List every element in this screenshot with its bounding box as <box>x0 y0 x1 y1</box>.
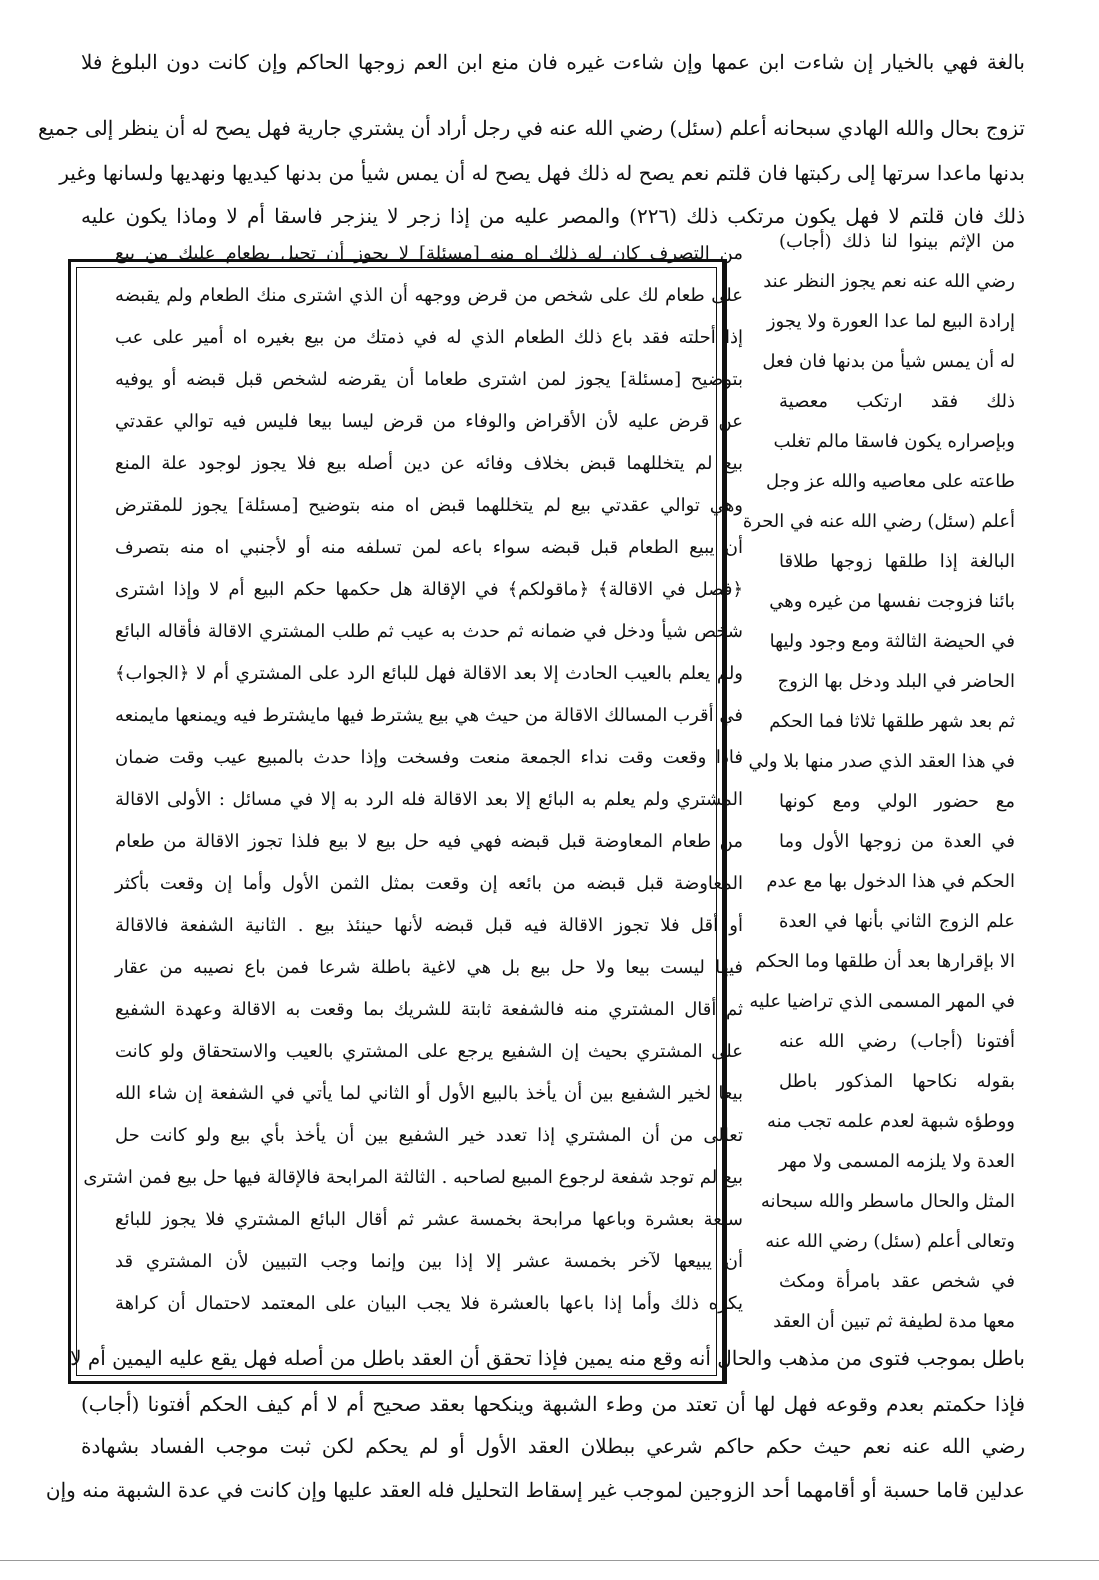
side-line: إرادة البيع لما عدا العورة ولا يجوز <box>766 311 1015 332</box>
top-line: ذلك فان قلتم لا فهل يكون مرتكب ذلك (٢٢٦) والمصر عليه من إذا زجر لا ينزجر فاسقا أم لا وماذا يكون عليه <box>81 204 1026 228</box>
top-line: بدنها ماعدا سرتها إلى ركبتها فان قلتم نعم يصح له ذلك فهل يصح له أن يمس شيأ من بدنها كيديها ونهديها ولسانها وغير <box>59 161 1025 185</box>
main-line: تعالى من أن المشتري إذا تعدد خير الشفيع بين أن يأخذ بأي بيع ولو كانت حل <box>115 1125 743 1146</box>
side-line: بائنا فزوجت نفسها من غيره وهي <box>769 591 1015 612</box>
main-line: على طعام لك على شخص من قرض ووجهه أن الذي اشترى منك الطعام ولم يقبضه <box>115 285 743 306</box>
main-line: على المشتري بحيث إن الشفيع يرجع على المشتري بالعيب والاستحقاق ولو كانت <box>115 1041 743 1062</box>
main-line: من طعام المعاوضة قبل قبضه فهي فيه حل بيع لا بيع فلذا تجوز الاقالة من طعام <box>115 831 743 852</box>
top-line: تزوج بحال والله الهادي سبحانه أعلم (سئل) رضي الله عنه في رجل أراد أن يشتري جارية فهل يصح له أن ينظر إلى جميع <box>38 116 1025 140</box>
main-line: فيها ليست بيعا ولا حل بيع بل هي لاغية باطلة شرعا فمن باع نصيبه من عقار <box>115 957 743 978</box>
side-line: في المهر المسمى الذي تراضيا عليه <box>749 991 1015 1012</box>
side-line: من الإثم بينوا لنا ذلك (أجاب) <box>779 231 1015 252</box>
side-line: في شخص عقد بامرأة ومكث <box>779 1271 1015 1292</box>
main-line: المشتري ولم يعلم به البائع إلا بعد الاقالة فله الرد به إلا في مسائل : الأولى الاقالة <box>115 789 743 810</box>
side-line: ذلك فقد ارتكب معصية <box>779 391 1015 412</box>
side-line: له أن يمس شيأ من بدنها فان فعل <box>762 351 1015 372</box>
side-line: معها مدة لطيفة ثم تبين أن العقد <box>773 1311 1015 1332</box>
bottom-line: باطل بموجب فتوى من مذهب والحال أنه وقع منه يمين فإذا تحقق أن العقد باطل من أصله فهل يقع عليه اليمين أم لا <box>70 1346 1025 1370</box>
main-line: إذا أحلته فقد باع ذلك الطعام الذي له في ذمتك من بيع بغيره اه أمير على عب <box>115 327 743 348</box>
page-bottom-edge <box>0 1560 1099 1561</box>
main-line: بيع لم توجد شفعة لرجوع المبيع لصاحبه . الثالثة المرابحة فالإقالة فيها حل بيع فمن اشترى <box>83 1167 743 1188</box>
main-line: أو أقل فلا تجوز الاقالة فيه قبل قبضه لأنها حينئذ بيع . الثانية الشفعة فالاقالة <box>115 915 743 936</box>
main-line: يكره ذلك وأما إذا باعها بالعشرة فلا يجب البيان على المعتمد لاحتمال أن كراهة <box>115 1293 743 1314</box>
main-line: ﴿فصل في الاقالة﴾ ﴿ماقولكم﴾ في الإقالة هل حكمها حكم البيع أم لا وإذا اشترى <box>115 579 743 600</box>
side-line: الا بإقرارها بعد أن طلقها وما الحكم <box>755 951 1015 972</box>
main-line: وهي توالي عقدتي بيع لم يتخللهما قبض اه منه بتوضيح [مسئلة] يجوز للمقترض <box>115 495 743 516</box>
main-line: شخص شيأ ودخل في ضمانه ثم حدث به عيب ثم طلب المشتري الاقالة فأقاله البائع <box>115 621 743 642</box>
main-line: فاذا وقعت وقت نداء الجمعة منعت وفسخت وإذا حدث بالمبيع عيب وقت ضمان <box>115 747 743 768</box>
main-line: أن يبيعها لآخر بخمسة عشر إلا إذا بين وإنما وجب التبيين لأن المشتري قد <box>115 1251 743 1272</box>
main-line: من التصرف كان له ذلك اه منه [مسئلة] لا يجوز أن تحيل بطعام عليك من بيع <box>115 243 743 264</box>
side-line: الحكم في هذا الدخول بها مع عدم <box>766 871 1015 892</box>
side-line: أعلم (سئل) رضي الله عنه في الحرة <box>742 511 1015 532</box>
main-line: ولم يعلم بالعيب الحادث إلا بعد الاقالة فهل للبائع الرد على المشتري أم لا ﴿الجواب﴾ <box>115 663 743 684</box>
side-line: المثل والحال ماسطر والله سبحانه <box>760 1191 1015 1212</box>
side-line: البالغة إذا طلقها زوجها طلاقا <box>779 551 1015 572</box>
side-line: الحاضر في البلد ودخل بها الزوج <box>777 671 1015 692</box>
main-line: بيع لم يتخللهما قبض بخلاف وفائه عن دين أصله بيع فلا يجوز لوجود علة المنع <box>115 453 743 474</box>
main-line: ثم أقال المشتري منه فالشفعة ثابتة للشريك بما وقعت به الاقالة وعهدة الشفيع <box>115 999 743 1020</box>
side-line: بقوله نكاحها المذكور باطل <box>779 1071 1015 1092</box>
main-line: أن يبيع الطعام قبل قبضه سواء باعه لمن تسلفه منه أو لأجنبي اه منه بتصرف <box>115 537 743 558</box>
top-line: بالغة فهي بالخيار إن شاءت ابن عمها وإن شاءت غيره فان منع ابن العم زوجها الحاكم وإن كانت دون البلوغ فلا <box>81 50 1025 74</box>
side-line: أفتونا (أجاب) رضي الله عنه <box>779 1031 1015 1052</box>
side-line: ووطؤه شبهة لعدم علمه تجب منه <box>766 1111 1015 1132</box>
side-line: مع حضور الولي ومع كونها <box>779 791 1015 812</box>
main-line: بيعا لخير الشفيع بين أن يأخذ بالبيع الأول أو الثاني لما يأتي في الشفعة إن شاء الله <box>115 1083 743 1104</box>
side-line: علم الزوج الثاني بأنها في العدة <box>779 911 1015 932</box>
side-line: طاعته على معاصيه والله عز وجل <box>765 471 1015 492</box>
bottom-line: فإذا حكمتم بعدم وقوعه فهل لها أن تعتد من وطء الشبهة وينكحها بعقد صحيح أم لا أم كيف الحكم أفتونا (أجاب) <box>81 1392 1026 1416</box>
side-line: وبإصراره يكون فاسقا مالم تغلب <box>773 431 1015 452</box>
main-line: المعاوضة قبل قبضه من بائعه إن وقعت بمثل الثمن الأول وأما إن وقعت بأكثر <box>115 873 743 894</box>
side-line: في الحيضة الثالثة ومع وجود وليها <box>769 631 1015 652</box>
main-line: في أقرب المسالك الاقالة من حيث هي بيع يشترط فيها مايشترط فيه ويمنعها مايمنعه <box>115 705 743 726</box>
side-line: العدة ولا يلزمه المسمى ولا مهر <box>779 1151 1015 1172</box>
bottom-line: رضي الله عنه نعم حيث حكم حاكم شرعي ببطلان العقد الأول أو لم يحكم لكن ثبت موجب الفساد بشهادة <box>81 1434 1025 1458</box>
main-line: عن قرض عليه لأن الأقراض والوفاء من قرض ليسا بيعا فليس فيه توالي عقدتي <box>115 411 743 432</box>
side-line: ثم بعد شهر طلقها ثلاثا فما الحكم <box>769 711 1015 732</box>
side-line: رضي الله عنه نعم يجوز النظر عند <box>763 271 1015 292</box>
side-line: وتعالى أعلم (سئل) رضي الله عنه <box>765 1231 1015 1252</box>
side-line: في هذا العقد الذي صدر منها بلا ولي <box>748 751 1015 772</box>
main-line: بتوضيح [مسئلة] يجوز لمن اشترى طعاما أن يقرضه لشخص قبل قبضه أو يوفيه <box>115 369 743 390</box>
bottom-line: عدلين قاما حسبة أو أقامهما أحد الزوجين لموجب غير إسقاط التحليل فله العقد عليها وإن كانت في عدة الشبهة منه وإن <box>45 1478 1025 1502</box>
main-line: سلعة بعشرة وباعها مرابحة بخمسة عشر ثم أقال البائع المشتري فلا يجوز للبائع <box>115 1209 743 1230</box>
side-line: في العدة من زوجها الأول وما <box>779 831 1015 852</box>
